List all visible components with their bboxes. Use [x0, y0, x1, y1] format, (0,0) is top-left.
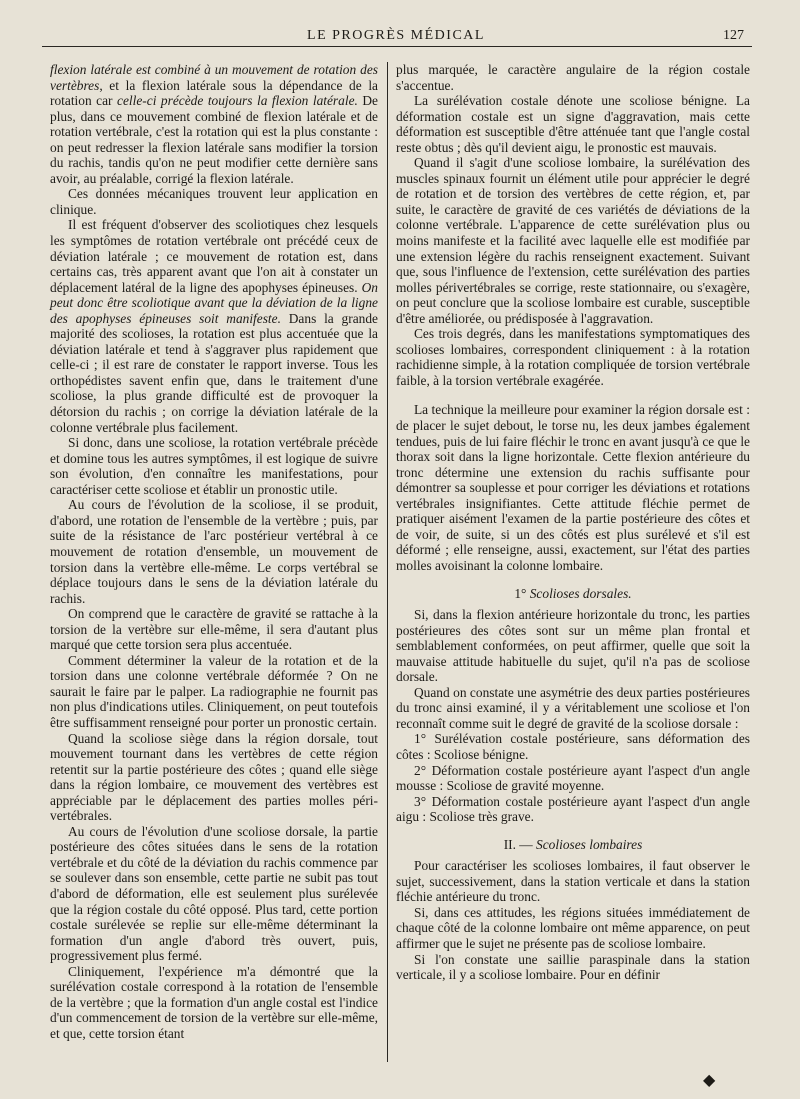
text: Il est fréquent d'observer des scoliotiques chez lesquels les symptômes de rotation vertébrale ont précédé ceux de déviation latérale ; ce mouvement de rotation est, dans certains cas, très apparent avant que l'on ait à constater un déplacement latéral de la ligne des apophyses épineuses.: [50, 217, 378, 295]
paragraph: Quand la scoliose siège dans la région dorsale, tout mouvement tournant dans les vertèbres de cette région retentit sur la partie postérieure des côtes ; quand elle siège dans la région lombaire, ce mouvement des vertèbres est appréciable par le déplacement des parties molles péri-vertébrales.: [50, 730, 378, 824]
column-divider: [387, 62, 388, 1062]
paragraph: Si, dans la flexion antérieure horizontale du tronc, les parties postérieures des côtes sont sur un même plan frontal et semblablement conformées, on peut affirmer, quelle que soit la mauvaise attitude habituelle du sujet, qu'il n'a pas de scoliose dorsale.: [396, 607, 750, 685]
right-column: [396, 62, 750, 983]
list-item: 1° Surélévation costale postérieure, sans déformation des côtes : Scoliose bénigne.: [396, 731, 750, 762]
text: De plus, dans ce mouvement combiné de flexion latérale et de rotation vertébrale, c'est la rotation qui est la plus constante : on peut redresser la flexion latérale sans modifier la torsion du rachis, tandis qu'on ne peut modifier cette dernière sans avoir, au préalable, corrigé la flexion latérale.: [50, 93, 378, 186]
diamond-ornament-icon: ◆: [703, 1070, 716, 1089]
spacer: [396, 388, 750, 402]
italic-text: On peut donc être scoliotique avant que la déviation de la ligne des apophyses épineuses soit manifeste.: [50, 279, 378, 326]
section-heading: [396, 837, 750, 853]
paragraph: La surélévation costale dénote une scoliose bénigne. La déformation costale est un signe d'aggravation, mais cette déformation est susceptible d'être atténuée tant que l'angle costal reste obtus ; dès qu'il devient aigu, le pronostic est mauvais.: [396, 93, 750, 155]
paragraph: On comprend que le caractère de gravité se rattache à la torsion de la vertèbre sur elle-même, il sera d'autant plus marqué que cette torsion sera plus accentuée.: [50, 606, 378, 653]
paragraph: Pour caractériser les scolioses lombaires, il faut observer le sujet, successivement, dans la station verticale et dans la station fléchie antérieure du tronc.: [396, 858, 750, 905]
paragraph: La technique la meilleure pour examiner la région dorsale est : de placer le sujet debout, le torse nu, les deux jambes également tendues, puis de lui faire fléchir le tronc en avant jusqu'à ce que le thorax soit dans la ligne horizontale. Cette flexion antérieure du tronc détermine une extension du rachis suffisante pour démontrer sa souplesse et pour corriger les déviations et rotations vertébrales insignifiantes. Cette attitude fléchie permet de pratiquer aisément l'examen de la partie postérieure des côtes et de voir, de suite, si un des côtés est plus surélevé et s'il est déformé ; elle renseigne, aussi, exactement, sur l'état des parties molles avoisinant la colonne lombaire.: [396, 402, 750, 573]
paragraph: plus marquée, le caractère angulaire de la région costale s'accentue.: [396, 62, 750, 93]
heading-title: Scolioses lombaires: [536, 836, 643, 852]
heading-title: Scolioses dorsales.: [529, 585, 632, 601]
paragraph: Si, dans ces attitudes, les régions situées immédiatement de chaque côté de la colonne lombaire ont même apparence, on peut affirmer que le sujet ne présente pas de scoliose lombaire.: [396, 904, 750, 951]
paragraph: Quand on constate une asymétrie des deux parties postérieures du tronc ainsi examiné, il y a véritablement une scoliose et l'on reconnaît comme suit le degré de gravité de la scoliose dorsale :: [396, 684, 750, 731]
paragraph: Ces données mécaniques trouvent leur application en clinique.: [50, 186, 378, 217]
header-rule: [42, 46, 752, 47]
paragraph: [50, 217, 378, 435]
paragraph: Si donc, dans une scoliose, la rotation vertébrale précède et domine tous les autres symptômes, il est logique de suivre son évolution, d'en connaître les manifestations, pour caractériser cette scoliose et établir un pronostic utile.: [50, 435, 378, 497]
italic-text: flexion latérale est combiné à un mouvement de rotation des vertèbres: [50, 62, 378, 93]
heading-number: 1°: [514, 585, 530, 601]
paragraph: Au cours de l'évolution d'une scoliose dorsale, la partie postérieure des côtes situées dans le sens de la rotation vertébrale et du côté de la déviation du rachis commence par se soulever dans son ensemble, cette partie ne subit pas tout d'abord de déformation, elle est seulement plus surélevée que la région costale du côté opposé. Plus tard, cette portion costale surélevée se replie sur elle-même déterminant la formation d'un angle d'abord très ouvert, puis, progressivement plus fermé.: [50, 823, 378, 964]
section-heading: [396, 586, 750, 602]
text: , et la flexion latérale sous la dépendance de la rotation car: [50, 77, 378, 109]
paragraph: [50, 62, 378, 186]
paragraph: Ces trois degrés, dans les manifestations symptomatiques des scolioses lombaires, correspondent cliniquement : à la rotation rachidienne simple, à la rotation compliquée de torsion vertébrale faible, à la torsion vertébrale exagérée.: [396, 326, 750, 388]
text: Dans la grande majorité des scolioses, la rotation est plus accentuée que la déviation latérale et tend à s'aggraver plus rapidement que celle-ci ; il est rare de constater le rapport inverse. Tous les orthopédistes savent enfin que, dans le traitement d'une scoliose, la plus grande difficulté est de provoquer la détorsion du rachis ; on corrige la déviation latérale de la colonne vertébrale plus facilement.: [50, 310, 378, 435]
left-column: [50, 62, 378, 1041]
page-header: [40, 24, 752, 52]
list-item: 2° Déformation costale postérieure ayant l'aspect d'un angle mousse : Scoliose de gravité moyenne.: [396, 762, 750, 794]
list-item: 3° Déformation costale postérieure ayant l'aspect d'un angle aigu : Scoliose très grave.: [396, 793, 750, 825]
paragraph: Au cours de l'évolution de la scoliose, il se produit, d'abord, une rotation de l'ensemble de la vertèbre ; puis, par suite de la résistance de l'arc postérieur vertébral à ce mouvement de rotation d'ensemble, un mouvement de torsion dans la vertèbre elle-même. Le corps vertébral se déplace toujours dans le sens de la déviation latérale du rachis.: [50, 497, 378, 606]
paragraph: Si l'on constate une saillie paraspinale dans la station verticale, il y a scoliose lombaire. Pour en définir: [396, 951, 750, 983]
page-number: 127: [723, 28, 744, 43]
paragraph: Quand il s'agit d'une scoliose lombaire, la surélévation des muscles spinaux fournit un élément utile pour apprécier le degré de rotation et de torsion des vertèbres de cette région, et, par suite, le caractère de gravité de ces variétés de déviations de la colonne vertébrale. L'apparence de cette surélévation plus ou moins manifeste et la facilité avec laquelle elle est modifiée par une extension légère du rachis renseignent exactement. Suivant que, sous l'influence de l'extension, cette surélévation des parties molles périvertébrales se corrige, reste stationnaire, ou s'exagère, on peut conclure que la scoliose lombaire est curable, susceptible d'être améliorée, ou prédisposée à l'aggravation.: [396, 155, 750, 326]
italic-text: celle-ci précède toujours la flexion latérale.: [117, 93, 358, 109]
paragraph: Comment déterminer la valeur de la rotation et de la torsion dans une colonne vertébrale déformée ? On ne saurait le faire par le palper. La radiographie ne fournit pas non plus d'indications utiles. Cliniquement, on peut toutefois être suffisamment renseigné pour porter un pronostic certain.: [50, 652, 378, 730]
paragraph: Cliniquement, l'expérience m'a démontré que la surélévation costale correspond à la rotation de l'ensemble de la vertèbre ; que la formation d'un angle costal est l'indice d'un commencement de torsion de la vertèbre sur elle-même, et que, cette torsion étant: [50, 963, 378, 1041]
heading-number: II. —: [503, 836, 537, 852]
journal-title: LE PROGRÈS MÉDICAL: [307, 28, 485, 43]
